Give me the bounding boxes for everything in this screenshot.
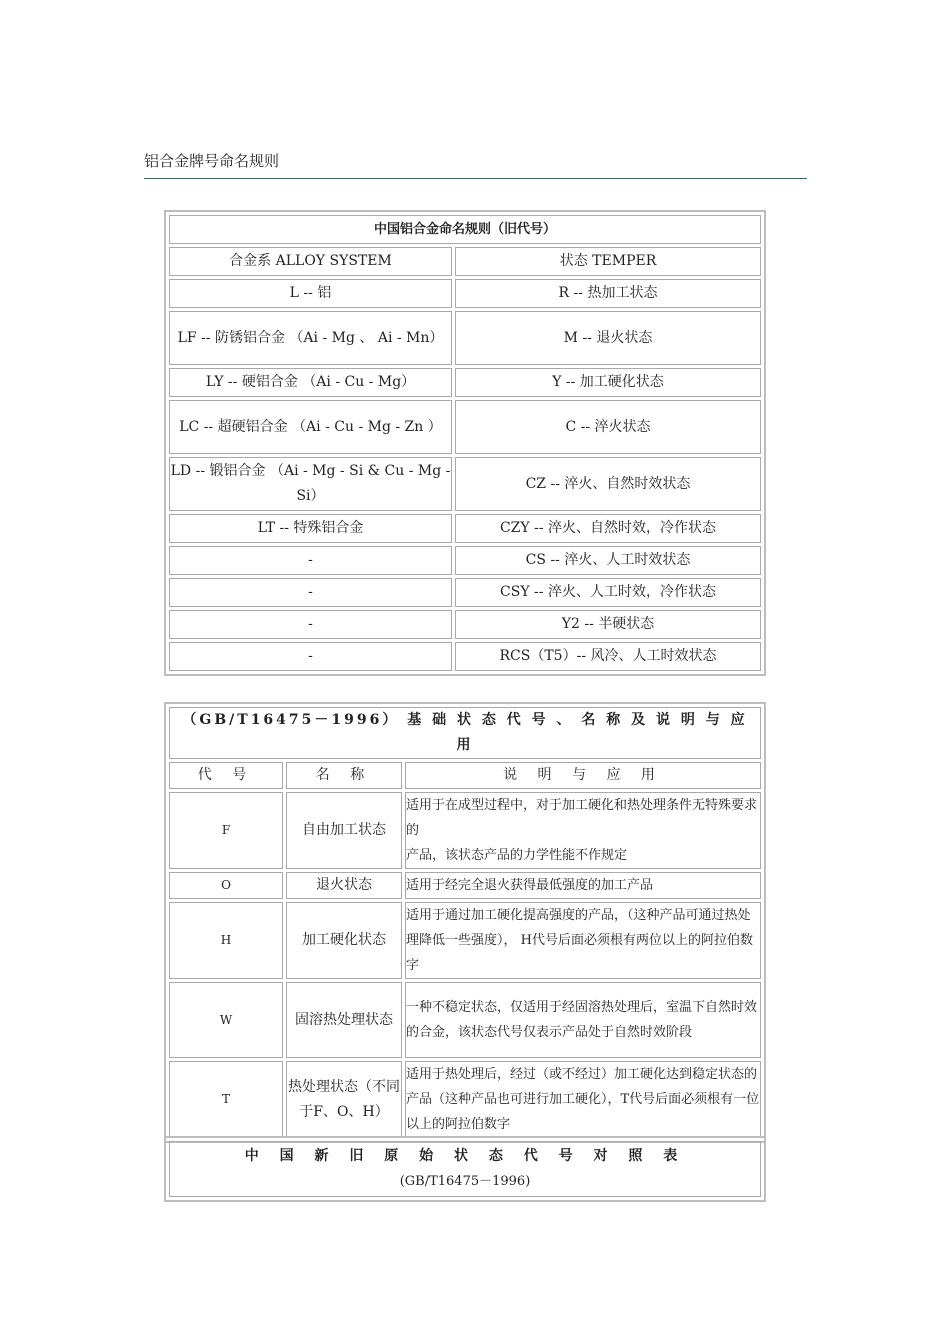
description-line: 一种不稳定状态，仅适用于经固溶热处理后，室温下自然时效 <box>406 1000 758 1015</box>
alloy-cell: LC -- 超硬铝合金 （Ai - Cu - Mg - Zn ） <box>169 400 452 454</box>
temper-cell: R -- 热加工状态 <box>455 279 761 308</box>
temper-cell: CS -- 淬火、人工时效状态 <box>455 546 761 575</box>
description-cell <box>405 792 761 869</box>
temper-cell: Y -- 加工硬化状态 <box>455 368 761 397</box>
alloy-cell: - <box>169 546 452 575</box>
column-header-name: 名 称 <box>286 762 402 789</box>
old-code-table <box>164 210 766 676</box>
comparison-table-heading <box>169 1141 761 1197</box>
description-cell: 适用于通过加工硬化提高强度的产品，（这种产品可通过热处理降低一些强度）， H代号后面必须根有两位以上的阿拉伯数字 <box>405 902 761 979</box>
alloy-cell: LY -- 硬铝合金 （Ai - Cu - Mg） <box>169 368 452 397</box>
alloy-cell: L -- 铝 <box>169 279 452 308</box>
temper-cell: CZ -- 淬火、自然时效状态 <box>455 457 761 511</box>
name-cell: 加工硬化状态 <box>286 902 402 979</box>
basic-temper-table <box>164 702 766 1143</box>
column-header-temper: 状态 TEMPER <box>455 247 761 276</box>
temper-cell: CZY -- 淬火、自然时效，冷作状态 <box>455 514 761 543</box>
description-line: 产品，该状态产品的力学性能不作规定 <box>406 848 628 863</box>
description-cell <box>405 982 761 1058</box>
column-header-description: 说 明 与 应 用 <box>405 762 761 789</box>
page-title: 铝合金牌号命名规则 <box>144 152 280 170</box>
column-header-alloy: 合金系 ALLOY SYSTEM <box>169 247 452 276</box>
code-cell: O <box>169 872 283 899</box>
comparison-table-title: 中 国 新 旧 原 始 状 态 代 号 对 照 表 <box>244 1148 686 1164</box>
description-cell: 适用于热处理后，经过（或不经过）加工硬化达到稳定状态的产品（这种产品也可进行加工硬化），T代号后面必须根有一位以上的阿拉伯数字 <box>405 1061 761 1138</box>
alloy-cell: - <box>169 642 452 671</box>
name-cell: 热处理状态（不同于F、O、H） <box>286 1061 402 1138</box>
code-cell: F <box>169 792 283 869</box>
alloy-cell: LD -- 锻铝合金 （Ai - Mg - Si & Cu - Mg - Si） <box>169 457 452 511</box>
temper-cell: RCS（T5）-- 风冷、人工时效状态 <box>455 642 761 671</box>
description-line: 的合金，该状态代号仅表示产品处于自然时效阶段 <box>406 1025 693 1040</box>
name-cell: 固溶热处理状态 <box>286 982 402 1058</box>
code-cell: T <box>169 1061 283 1138</box>
description-line: 适用于在成型过程中，对于加工硬化和热处理条件无特殊要求的 <box>406 798 758 838</box>
name-cell: 自由加工状态 <box>286 792 402 869</box>
code-comparison-table <box>164 1136 766 1202</box>
alloy-cell: - <box>169 578 452 607</box>
alloy-cell: LF -- 防锈铝合金 （Ai - Mg 、 Ai - Mn） <box>169 311 452 365</box>
title-divider <box>144 178 807 179</box>
alloy-cell: LT -- 特殊铝合金 <box>169 514 452 543</box>
temper-cell: C -- 淬火状态 <box>455 400 761 454</box>
temper-cell: Y2 -- 半硬状态 <box>455 610 761 639</box>
column-header-code: 代 号 <box>169 762 283 789</box>
alloy-cell: - <box>169 610 452 639</box>
name-cell: 退火状态 <box>286 872 402 899</box>
code-cell: W <box>169 982 283 1058</box>
description-cell: 适用于经完全退火获得最低强度的加工产品 <box>405 872 761 899</box>
temper-cell: M -- 退火状态 <box>455 311 761 365</box>
comparison-table-subtitle: (GB/T16475－1996) <box>399 1174 531 1189</box>
basic-temper-table-title: （GB/T16475－1996） 基 础 状 态 代 号 、 名 称 及 说 明 与 应 用 <box>169 707 761 759</box>
code-cell: H <box>169 902 283 979</box>
temper-cell: CSY -- 淬火、人工时效，冷作状态 <box>455 578 761 607</box>
old-code-table-title: 中国铝合金命名规则（旧代号） <box>169 215 761 244</box>
